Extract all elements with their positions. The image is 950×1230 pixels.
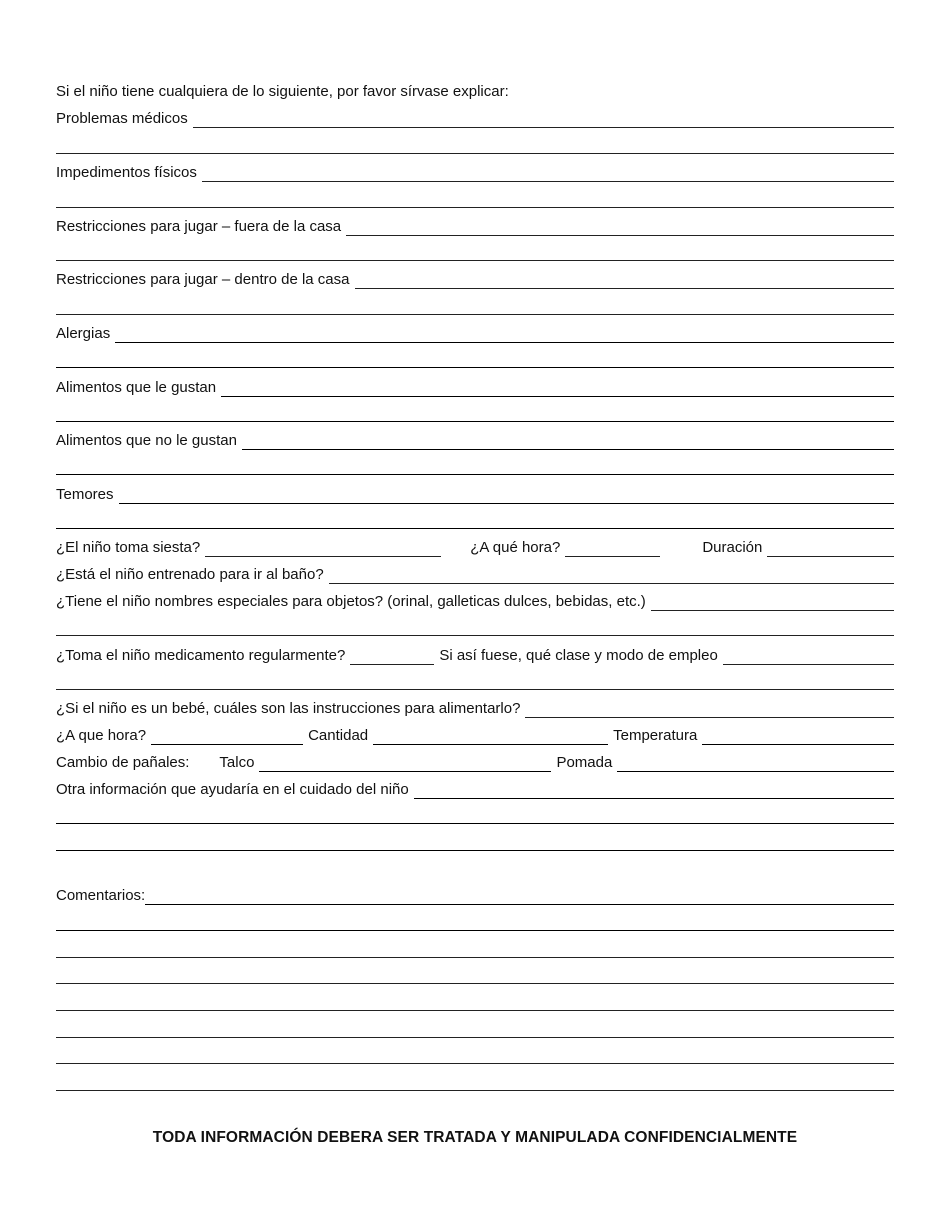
input-bebe-instrucciones[interactable]	[525, 699, 894, 718]
extra-line	[56, 421, 894, 422]
field-nombres-especiales	[56, 591, 894, 611]
field-comentarios	[56, 885, 894, 905]
input-medicamento[interactable]	[350, 646, 434, 665]
input-temores[interactable]	[119, 485, 894, 504]
extra-line	[56, 367, 894, 368]
field-entrenado-bano	[56, 564, 894, 584]
comment-line	[56, 1010, 894, 1011]
input-comentarios[interactable]	[145, 886, 894, 905]
input-duracion[interactable]	[767, 538, 894, 557]
label-clase-modo: Si así fuese, qué clase y modo de empleo	[439, 647, 718, 664]
comment-line	[56, 1063, 894, 1064]
extra-line	[56, 823, 894, 824]
label-pomada: Pomada	[556, 754, 613, 771]
input-restricciones-fuera[interactable]	[346, 217, 894, 236]
extra-line	[56, 850, 894, 851]
field-restricciones-dentro	[56, 269, 894, 289]
input-a-que-hora-siesta[interactable]	[565, 538, 660, 557]
label-alergias: Alergias	[56, 325, 111, 342]
input-alergias[interactable]	[115, 324, 894, 343]
extra-line	[56, 153, 894, 154]
label-cambio-panales: Cambio de pañales:	[56, 754, 190, 771]
label-entrenado-bano: ¿Está el niño entrenado para ir al baño?	[56, 566, 324, 583]
input-temperatura[interactable]	[702, 726, 894, 745]
label-restricciones-fuera: Restricciones para jugar – fuera de la casa	[56, 218, 342, 235]
form-intro: Si el niño tiene cualquiera de lo siguiente, por favor sírvase explicar:	[56, 83, 509, 100]
label-temperatura: Temperatura	[613, 727, 698, 744]
label-duracion: Duración	[702, 539, 763, 556]
field-medicamento-row	[56, 645, 894, 665]
input-siesta[interactable]	[205, 538, 441, 557]
field-alimentos-gustan	[56, 377, 894, 397]
label-alimentos-no-gustan: Alimentos que no le gustan	[56, 432, 237, 449]
field-panales-row	[56, 752, 894, 772]
input-alimentos-no-gustan[interactable]	[242, 431, 894, 450]
input-restricciones-dentro[interactable]	[355, 270, 895, 289]
label-nombres-especiales: ¿Tiene el niño nombres especiales para objetos? (orinal, galleticas dulces, bebidas, etc.)	[56, 593, 646, 610]
input-impedimentos-fisicos[interactable]	[202, 163, 894, 182]
field-alimentacion-row	[56, 725, 894, 745]
input-clase-modo[interactable]	[723, 646, 894, 665]
comment-line	[56, 957, 894, 958]
comment-line	[56, 1090, 894, 1091]
input-nombres-especiales[interactable]	[651, 592, 894, 611]
field-alergias	[56, 323, 894, 343]
input-pomada[interactable]	[617, 753, 894, 772]
extra-line	[56, 474, 894, 475]
input-cantidad[interactable]	[373, 726, 608, 745]
extra-line	[56, 528, 894, 529]
label-otra-info: Otra información que ayudaría en el cuidado del niño	[56, 781, 409, 798]
comment-line	[56, 930, 894, 931]
input-alimentos-gustan[interactable]	[221, 378, 894, 397]
comment-line	[56, 1037, 894, 1038]
field-restricciones-fuera	[56, 216, 894, 236]
field-siesta-row	[56, 537, 894, 557]
field-otra-info	[56, 779, 894, 799]
label-temores: Temores	[56, 486, 114, 503]
label-bebe-instrucciones: ¿Si el niño es un bebé, cuáles son las instrucciones para alimentarlo?	[56, 700, 521, 717]
extra-line	[56, 260, 894, 261]
extra-line	[56, 635, 894, 636]
field-impedimentos-fisicos	[56, 162, 894, 182]
input-entrenado-bano[interactable]	[329, 565, 894, 584]
input-a-que-hora-bebe[interactable]	[151, 726, 303, 745]
field-problemas-medicos	[56, 108, 894, 128]
label-restricciones-dentro: Restricciones para jugar – dentro de la casa	[56, 271, 350, 288]
comment-line	[56, 983, 894, 984]
input-otra-info[interactable]	[414, 780, 894, 799]
label-problemas-medicos: Problemas médicos	[56, 110, 188, 127]
extra-line	[56, 689, 894, 690]
confidentiality-notice: TODA INFORMACIÓN DEBERA SER TRATADA Y MANIPULADA CONFIDENCIALMENTE	[152, 1129, 798, 1146]
label-siesta: ¿El niño toma siesta?	[56, 539, 201, 556]
input-talco[interactable]	[259, 753, 551, 772]
label-alimentos-gustan: Alimentos que le gustan	[56, 379, 217, 396]
label-medicamento: ¿Toma el niño medicamento regularmente?	[56, 647, 346, 664]
label-a-que-hora-bebe: ¿A que hora?	[56, 727, 147, 744]
label-a-que-hora-siesta: ¿A qué hora?	[470, 539, 561, 556]
label-impedimentos-fisicos: Impedimentos físicos	[56, 164, 197, 181]
extra-line	[56, 314, 894, 315]
label-cantidad: Cantidad	[308, 727, 369, 744]
label-talco: Talco	[219, 754, 255, 771]
label-comentarios: Comentarios:	[56, 887, 146, 904]
field-alimentos-no-gustan	[56, 430, 894, 450]
input-problemas-medicos[interactable]	[193, 109, 894, 128]
extra-line	[56, 207, 894, 208]
field-bebe-instrucciones	[56, 698, 894, 718]
field-temores	[56, 484, 894, 504]
